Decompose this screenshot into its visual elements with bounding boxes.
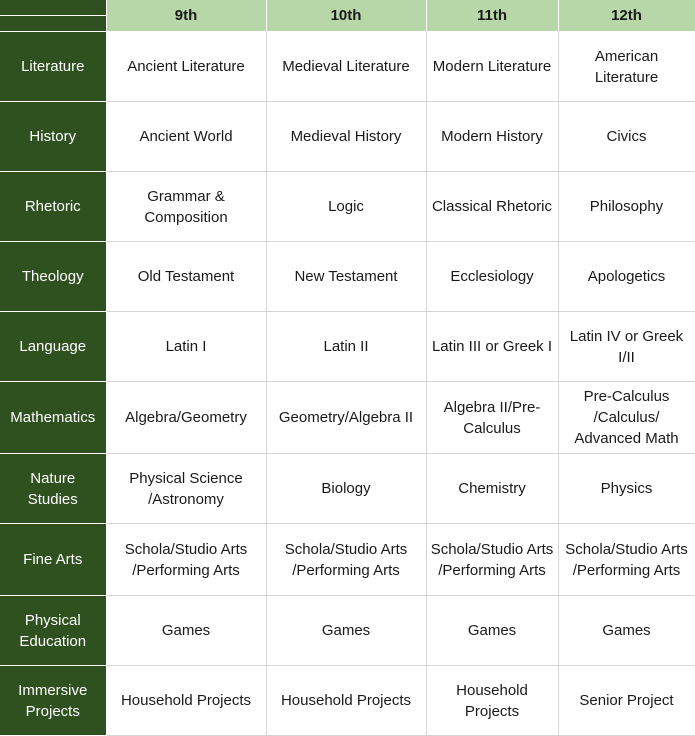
row-header: Physical Education: [0, 596, 106, 666]
table-cell: Games: [266, 596, 426, 666]
row-header: History: [0, 102, 106, 172]
table-cell: Household Projects: [426, 666, 558, 736]
row-header: Theology: [0, 242, 106, 312]
table-cell: Schola/Studio Arts /Performing Arts: [558, 524, 695, 596]
table-row: [0, 102, 695, 172]
table-cell: Medieval History: [266, 102, 426, 172]
table-cell: Algebra/Geometry: [106, 382, 266, 454]
table-row: [0, 312, 695, 382]
table-cell: Pre-Calculus /Calculus/ Advanced Math: [558, 382, 695, 454]
table-cell: Physical Science /Astronomy: [106, 454, 266, 524]
table-cell: Civics: [558, 102, 695, 172]
table-cell: Philosophy: [558, 172, 695, 242]
row-header: Immersive Projects: [0, 666, 106, 736]
table-row: [0, 382, 695, 454]
table-cell: Ancient Literature: [106, 32, 266, 102]
table-cell: Household Projects: [106, 666, 266, 736]
table-cell: Physics: [558, 454, 695, 524]
table-cell: Games: [426, 596, 558, 666]
table-row: [0, 32, 695, 102]
row-header: Mathematics: [0, 382, 106, 454]
corner-cell: [0, 0, 106, 32]
table-cell: Classical Rhetoric: [426, 172, 558, 242]
table-cell: Apologetics: [558, 242, 695, 312]
table-cell: New Testament: [266, 242, 426, 312]
table-cell: Schola/Studio Arts /Performing Arts: [106, 524, 266, 596]
table-cell: Latin I: [106, 312, 266, 382]
row-header: Rhetoric: [0, 172, 106, 242]
table-cell: Household Projects: [266, 666, 426, 736]
table-cell: Medieval Literature: [266, 32, 426, 102]
table-cell: Old Testament: [106, 242, 266, 312]
table-cell: Grammar & Composition: [106, 172, 266, 242]
table-cell: Schola/Studio Arts /Performing Arts: [426, 524, 558, 596]
table-row: [0, 454, 695, 524]
column-header-10th: 10th: [266, 0, 426, 32]
table-cell: Modern Literature: [426, 32, 558, 102]
column-header-9th: 9th: [106, 0, 266, 32]
table-cell: Latin III or Greek I: [426, 312, 558, 382]
table-cell: Senior Project: [558, 666, 695, 736]
column-header-12th: 12th: [558, 0, 695, 32]
table-cell: Games: [558, 596, 695, 666]
table-cell: Schola/Studio Arts /Performing Arts: [266, 524, 426, 596]
row-header: Language: [0, 312, 106, 382]
table-cell: Modern History: [426, 102, 558, 172]
column-header-11th: 11th: [426, 0, 558, 32]
row-header: Fine Arts: [0, 524, 106, 596]
table-row: [0, 666, 695, 736]
row-header: Literature: [0, 32, 106, 102]
table-cell: Chemistry: [426, 454, 558, 524]
table-cell: Geometry/Algebra II: [266, 382, 426, 454]
table-cell: Algebra II/Pre-Calculus: [426, 382, 558, 454]
table-cell: Latin II: [266, 312, 426, 382]
table-cell: Ancient World: [106, 102, 266, 172]
table-row: [0, 172, 695, 242]
table-cell: Latin IV or Greek I/II: [558, 312, 695, 382]
table-row: [0, 596, 695, 666]
header-row: [0, 0, 695, 32]
row-header: Nature Studies: [0, 454, 106, 524]
table-row: [0, 524, 695, 596]
table-row: [0, 242, 695, 312]
table-cell: Ecclesiology: [426, 242, 558, 312]
table-cell: Biology: [266, 454, 426, 524]
table-cell: American Literature: [558, 32, 695, 102]
table-cell: Games: [106, 596, 266, 666]
table-cell: Logic: [266, 172, 426, 242]
